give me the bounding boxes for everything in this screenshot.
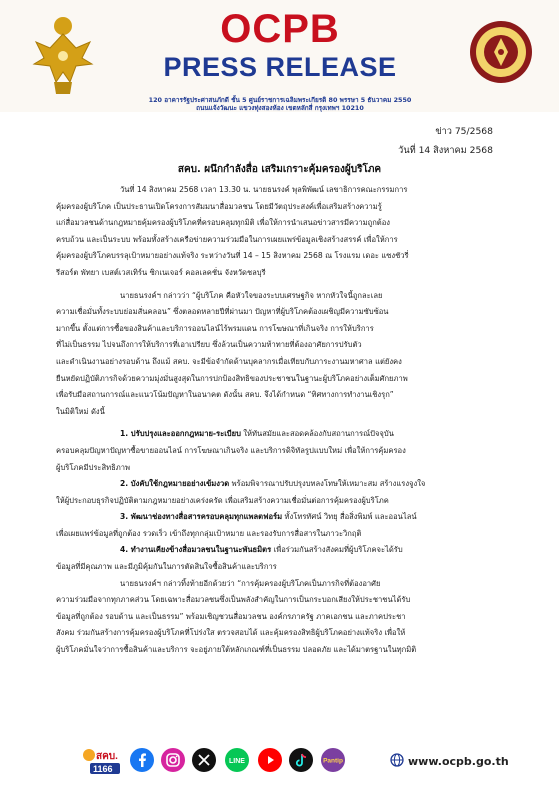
body-line-text: พร้อมพิจารณาปรับปรุงบทลงโทษให้เหมาะสม สร้างแรงจูงใจ xyxy=(229,479,426,489)
body-line xyxy=(56,642,526,659)
body-line-text: เพื่อร่วมกันสร้างสังคมที่ผู้บริโภคจะได้รับ xyxy=(271,545,403,555)
news-date: วันที่ 14 สิงหาคม 2568 xyxy=(398,145,493,156)
body-line xyxy=(56,304,526,321)
body-line xyxy=(56,288,526,305)
ocpb-seal-icon xyxy=(468,8,534,96)
body-line-text: คุ้มครองผู้บริโภค เป็นประธานเปิดโครงการสัมมนาสื่อมวลชน โดยมีวัตถุประสงค์เพื่อเสริมสร้างความรู้ xyxy=(56,201,382,211)
brand-block xyxy=(150,8,410,82)
body-line xyxy=(56,265,526,282)
body-line xyxy=(56,592,526,609)
body-line-text: ให้ทันสมัยและสอดคล้องกับสถานการณ์ปัจจุบัน xyxy=(240,429,394,439)
pantip-icon[interactable] xyxy=(320,748,346,772)
body-line-text: มากขึ้น ตั้งแต่การซื้อของสินค้าและบริการออนไลน์ไร้พรมแดน การโฆษณาที่เกินจริง การให้บริการ xyxy=(56,323,374,333)
body-line xyxy=(56,215,526,232)
body-line-text: และดำเนินงานอย่างรอบด้าน ถึงแม้ สคบ. จะมีข้อจำกัดด้านบุคลากรเมื่อเทียบกับภาระงานมหาศาล แต่ยังคง xyxy=(56,356,402,366)
body-line-heading: 1. ปรับปรุงและออกกฎหมาย-ระเบียบ xyxy=(120,429,241,439)
body-line xyxy=(56,559,526,576)
body-line xyxy=(56,476,526,493)
hotline-number: 1166 xyxy=(93,764,113,774)
body-line-text: นายธนรงค์ฯ กล่าวทิ้งท้ายอีกด้วยว่า “การคุ้มครองผู้บริโภคเป็นภารกิจที่ต้องอาศัย xyxy=(120,578,381,588)
body-line xyxy=(56,426,526,443)
body-line xyxy=(56,609,526,626)
body-line-text: ครอบคลุมปัญหาปัญหาซื้อขายออนไลน์ การโฆษณาเกินจริง และบริการดิจิทัลรูปแบบใหม่ เพื่อให้การคุ้มครอง xyxy=(56,445,406,455)
youtube-icon[interactable] xyxy=(258,748,282,772)
body-line xyxy=(56,248,526,265)
body-line xyxy=(56,232,526,249)
brand-title: OCPB xyxy=(220,7,340,51)
body-line-text: ผู้บริโภคมีประสิทธิภาพ xyxy=(56,462,131,472)
body-line-text: แก่สื่อมวลชนด้านกฎหมายคุ้มครองผู้บริโภคที่ครอบคลุมทุกมิติ เพื่อให้การนำเสนอข่าวสารมีความถูกต้อง xyxy=(56,218,390,228)
body-line-text: เพื่อเผยแพร่ข้อมูลที่ถูกต้อง รวดเร็ว เข้าถึงทุกกลุ่มเป้าหมาย และรองรับการสื่อสารในภาวะวิกฤติ xyxy=(56,528,362,538)
body-line-text: ข้อมูลที่ถูกต้อง รอบด้าน และเป็นธรรม” พร้อมเชิญชวนสื่อมวลชน องค์กรภาครัฐ ภาคเอกชน และภาคประชา xyxy=(56,611,406,621)
hotline-logo-icon[interactable] xyxy=(82,746,124,776)
news-number: ข่าว 75/2568 xyxy=(435,126,493,137)
body-line-heading: 2. บังคับใช้กฎหมายอย่างเข้มงวด xyxy=(120,479,230,489)
body-line-text: ข้อมูลที่มีคุณภาพ และมีภูมิคุ้มกันในการตัดสินใจซื้อสินค้าและบริการ xyxy=(56,562,277,572)
body-line-text: ความเชื่อมั่นทั้งระบบย่อมสั่นคลอน” ซึ่งตลอดหลายปีที่ผ่านมา ปัญหาที่ผู้บริโภคต้องเผชิญมีความซับซ้อน xyxy=(56,307,389,317)
tiktok-icon[interactable] xyxy=(289,748,313,772)
body-line-text: ความร่วมมือจากทุกภาคส่วน โดยเฉพาะสื่อมวลชนซึ่งเป็นพลังสำคัญในการเป็นกระบอกเสียงให้ประชาชนได้รับ xyxy=(56,595,411,605)
garuda-emblem-icon xyxy=(30,8,96,96)
body-line-text: คุ้มครองผู้บริโภคบรรลุเป้าหมายอย่างแท้จริง ระหว่างวันที่ 14 – 15 สิงหาคม 2568 ณ โรงแรม เดอะ แซงชัวรี่ xyxy=(56,251,409,261)
body-line-text: ในมิติใหม่ ดังนี้ xyxy=(56,406,105,416)
headline: สคบ. ผนึกกำลังสื่อ เสริมเกราะคุ้มครองผู้บริโภค xyxy=(177,164,382,175)
body-line xyxy=(56,625,526,642)
press-release-title: PRESS RELEASE xyxy=(163,52,397,82)
body-line-text: ผู้บริโภคมั่นใจว่าการซื้อสินค้าและบริการ จะอยู่ภายใต้หลักเกณฑ์ที่เป็นธรรม ปลอดภัย และได้มาตรฐานในทุกมิติ xyxy=(56,645,417,655)
body-line xyxy=(56,337,526,354)
facebook-icon[interactable] xyxy=(130,748,154,772)
article-body xyxy=(56,182,526,659)
svg-text:LINE: LINE xyxy=(229,758,245,765)
body-line-text: ทั้งโทรทัศน์ วิทยุ สื่อสิ่งพิมพ์ และออนไลน์ xyxy=(282,512,417,522)
body-line-text: ยืนหยัดปฏิบัติภารกิจด้วยความมุ่งมั่นสูงสุดในการปกป้องสิทธิของประชาชนในฐานะผู้บริโภคอย่างเต็มศักยภาพ xyxy=(56,373,408,383)
body-line-text: รีสอร์ต พัทยา เบสต์เวสเทิร์น ซิกเนเจอร์ คอลเลคชั่น จังหวัดชลบุรี xyxy=(56,267,266,277)
body-line xyxy=(56,321,526,338)
body-line-heading: 4. ทำงานเคียงข้างสื่อมวลชนในฐานะพันธมิตร xyxy=(120,545,272,555)
body-line-text: สังคม ร่วมกันสร้างการคุ้มครองผู้บริโภคที่โปร่งใส ตรวจสอบได้ และคุ้มครองสิทธิผู้บริโภคอย่างแท้จริง เพื่อให้ xyxy=(56,628,406,638)
body-line xyxy=(56,354,526,371)
body-line-text: ให้ผู้ประกอบธุรกิจปฏิบัติตามกฎหมายอย่างเคร่งครัด เพื่อเสริมสร้างความเชื่อมั่นต่อการคุ้มครองผู้บริโภค xyxy=(56,495,389,505)
website-link[interactable]: www.ocpb.go.th xyxy=(408,755,509,768)
body-line xyxy=(56,526,526,543)
hotline-label: สคบ. xyxy=(96,751,118,762)
pantip-label: Pantip xyxy=(323,757,343,765)
body-line xyxy=(56,371,526,388)
body-line-text: วันที่ 14 สิงหาคม 2568 เวลา 13.30 น. นายธนรงค์ พุลพิพัฒน์ เลขาธิการคณะกรรมการ xyxy=(120,185,408,194)
body-line xyxy=(56,542,526,559)
instagram-icon[interactable] xyxy=(161,748,185,772)
body-line-text: ครบถ้วน และเป็นระบบ พร้อมทั้งสร้างเครือข่ายความร่วมมือในการเผยแพร่ข้อมูลเชิงสร้างสรรค์ เพื่อให้การ xyxy=(56,234,398,244)
press-header xyxy=(0,0,559,112)
body-line xyxy=(56,404,526,421)
body-line-text: เพื่อรับมือสถานการณ์และแนวโน้มปัญหาในอนาคต ดังนั้น สคบ. จึงได้กำหนด “ทิศทางการทำงานเชิงรุก” xyxy=(56,390,394,400)
body-line-heading: 3. พัฒนาช่องทางสื่อสารครอบคลุมทุกแพลตฟอร์ม xyxy=(120,512,283,522)
address-line-1: 120 อาคารรัฐประศาสนภักดี ชั้น 5 ศูนย์ราชการเฉลิมพระเกียรติ 80 พรรษา 5 ธันวาคม 2550 xyxy=(148,96,412,104)
body-line-text: นายธนรงค์ฯ กล่าวว่า “ผู้บริโภค คือหัวใจของระบบเศรษฐกิจ หากหัวใจนี้ถูกละเลย xyxy=(120,290,383,300)
body-line xyxy=(56,199,526,216)
body-line xyxy=(56,460,526,477)
footer-social-bar xyxy=(0,742,559,782)
body-line xyxy=(56,387,526,404)
body-line xyxy=(56,493,526,510)
line-icon[interactable] xyxy=(223,748,251,772)
body-line-text: ที่ไม่เป็นธรรม ไปจนถึงการให้บริการที่เอาเปรียบ ซึ่งล้วนเป็นความท้าทายที่ต้องอาศัยการปรับตัว xyxy=(56,340,362,350)
globe-icon xyxy=(390,753,404,767)
body-line xyxy=(56,509,526,526)
address-line-2: ถนนแจ้งวัฒนะ แขวงทุ่งสองห้อง เขตหลักสี่ กรุงเทพฯ 10210 xyxy=(196,104,364,112)
x-icon[interactable] xyxy=(192,748,216,772)
body-line xyxy=(56,443,526,460)
body-line xyxy=(56,182,526,199)
body-line xyxy=(56,576,526,593)
